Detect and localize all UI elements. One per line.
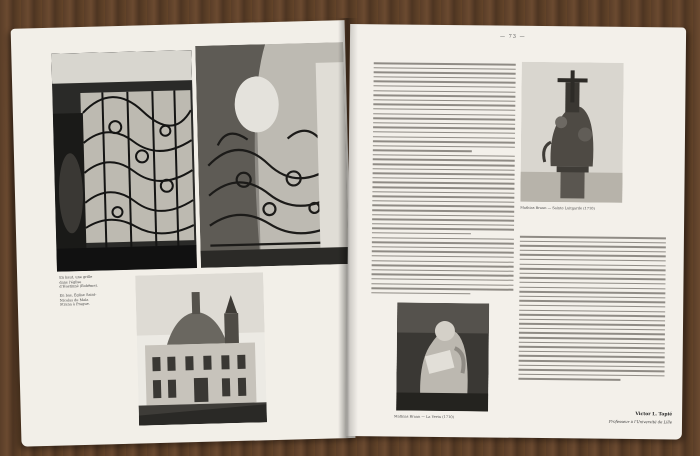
left-page — [11, 20, 356, 447]
author-signature: Victor L. Tapié — [635, 412, 673, 418]
author-role: Professeur à l'Université de Lille — [608, 418, 673, 425]
page-number: — 73 — — [500, 33, 526, 40]
caption-gate: En haut, une grille dans l'église d'Hostinné (Bohême). — [59, 274, 99, 289]
right-page — [346, 24, 686, 439]
caption-church: En bas, Église Saint-Nicolas de Mala Strana à Prague. — [59, 292, 97, 307]
article-text-column-right — [518, 236, 666, 385]
book-gutter — [338, 18, 358, 438]
caption-statue-vertu: Mathias Braun — La Vertu (1710) — [394, 414, 454, 420]
photo-statue-vertu — [396, 303, 489, 412]
article-text-column — [371, 62, 515, 298]
photo-iron-gate — [51, 50, 197, 272]
photo-baroque-church — [135, 272, 267, 425]
photo-church-interior — [195, 42, 349, 268]
caption-statue-luitgarde: Mathias Braun — Sainte Luitgarde (1710) — [520, 205, 595, 211]
photo-statue-luitgarde — [520, 62, 623, 203]
